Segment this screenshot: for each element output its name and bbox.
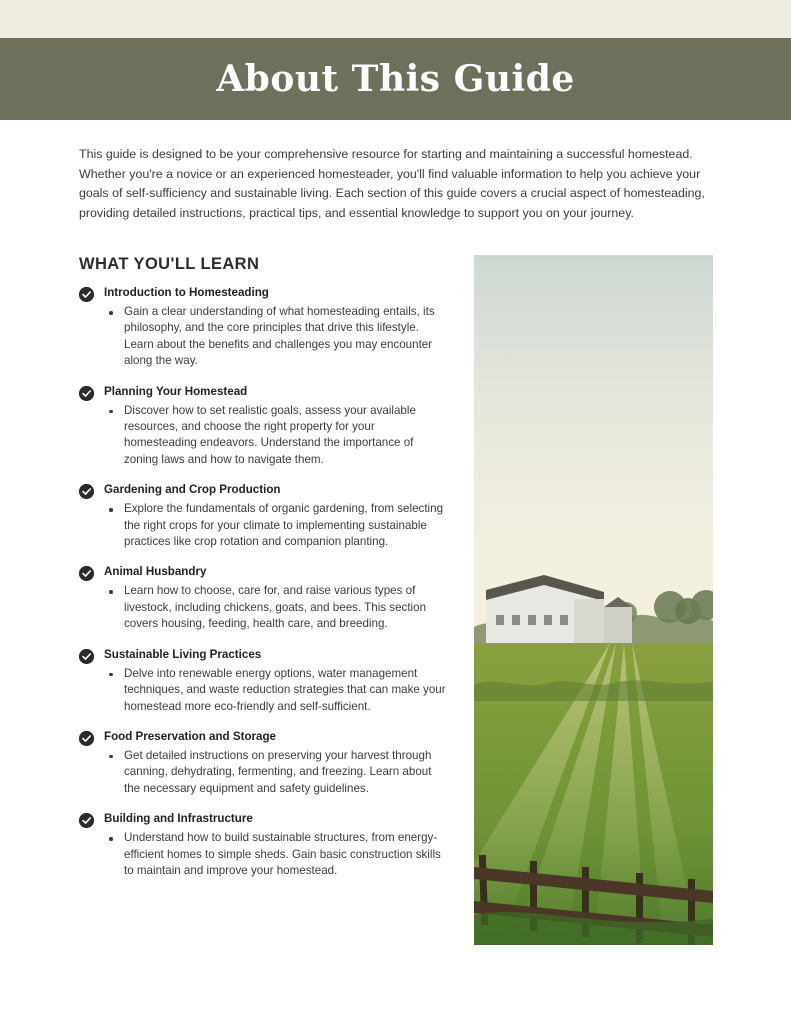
page-header-band xyxy=(0,38,791,120)
list-item-description: Gain a clear understanding of what homesteading entails, its philosophy, and the core principles that drive this lifestyle. Learn about the benefits and challenges you may encounter along the way. xyxy=(124,305,435,368)
list-item-description: Get detailed instructions on preserving your harvest through canning, dehydrating, fermenting, and freezing. Learn about the necessary equipment and safety guidelines. xyxy=(124,748,432,795)
list-item xyxy=(79,285,447,370)
bullet-dot-icon xyxy=(109,590,113,594)
list-item-title: Food Preservation and Storage xyxy=(104,729,277,743)
bullet-dot-icon xyxy=(109,755,113,759)
list-item-title: Sustainable Living Practices xyxy=(104,647,262,661)
list-item-description: Delve into renewable energy options, water management techniques, and waste reduction strategies that can make your homestead more eco-friendly and self-sufficient. xyxy=(124,666,446,713)
list-item-description: Discover how to set realistic goals, assess your available resources, and choose the right property for your homesteading endeavors. Understand the importance of zoning laws and how to navigate them. xyxy=(124,403,416,466)
check-circle-icon xyxy=(79,813,94,828)
page-bottom-margin xyxy=(0,960,791,1023)
list-item xyxy=(79,384,447,469)
check-circle-icon xyxy=(79,731,94,746)
bullet-dot-icon xyxy=(109,410,113,414)
list-item-title: Building and Infrastructure xyxy=(104,812,253,826)
list-item-title: Planning Your Homestead xyxy=(104,384,248,398)
top-cream-strip xyxy=(0,0,791,38)
bullet-dot-icon xyxy=(109,311,113,315)
list-item-description: Explore the fundamentals of organic gardening, from selecting the right crops for your climate to implementing sustainable practices like crop rotation and companion planting. xyxy=(124,502,444,549)
check-circle-icon xyxy=(79,386,94,401)
list-item xyxy=(79,811,447,879)
list-item xyxy=(79,729,447,797)
list-item-description: Learn how to choose, care for, and raise various types of livestock, including chickens, goats, and bees. This section covers housing, feeding, health care, and breeding. xyxy=(124,584,427,631)
check-circle-icon xyxy=(79,484,94,499)
bullet-dot-icon xyxy=(109,837,113,841)
list-item-description: Understand how to build sustainable structures, from energy-efficient homes to simple sheds. Gain basic construction skills to maintain and improve your homestead. xyxy=(124,831,441,877)
section-heading-what-youll-learn: WHAT YOU'LL LEARN xyxy=(79,255,260,273)
homestead-photo xyxy=(474,255,713,945)
check-circle-icon xyxy=(79,649,94,664)
check-circle-icon xyxy=(79,566,94,581)
page-title: About This Guide xyxy=(216,58,575,100)
intro-paragraph: This guide is designed to be your comprehensive resource for starting and maintaining a successful homestead. Whether you're a novice or an experienced homesteader, you'll find valuable information to help you achieve your goals of self-sufficiency and sustainable living. Each section of this guide covers a crucial aspect of homesteading, providing detailed instructions, practical tips, and essential knowledge to support you on your journey. xyxy=(79,147,705,220)
bullet-dot-icon xyxy=(109,673,113,677)
list-item-title: Animal Husbandry xyxy=(104,565,207,579)
list-item xyxy=(79,564,447,632)
list-item-title: Gardening and Crop Production xyxy=(104,483,281,497)
bullet-dot-icon xyxy=(109,508,113,512)
list-item-title: Introduction to Homesteading xyxy=(104,286,269,299)
check-circle-icon xyxy=(79,287,94,302)
learn-list xyxy=(79,285,447,893)
list-item xyxy=(79,647,447,715)
list-item xyxy=(79,482,447,550)
